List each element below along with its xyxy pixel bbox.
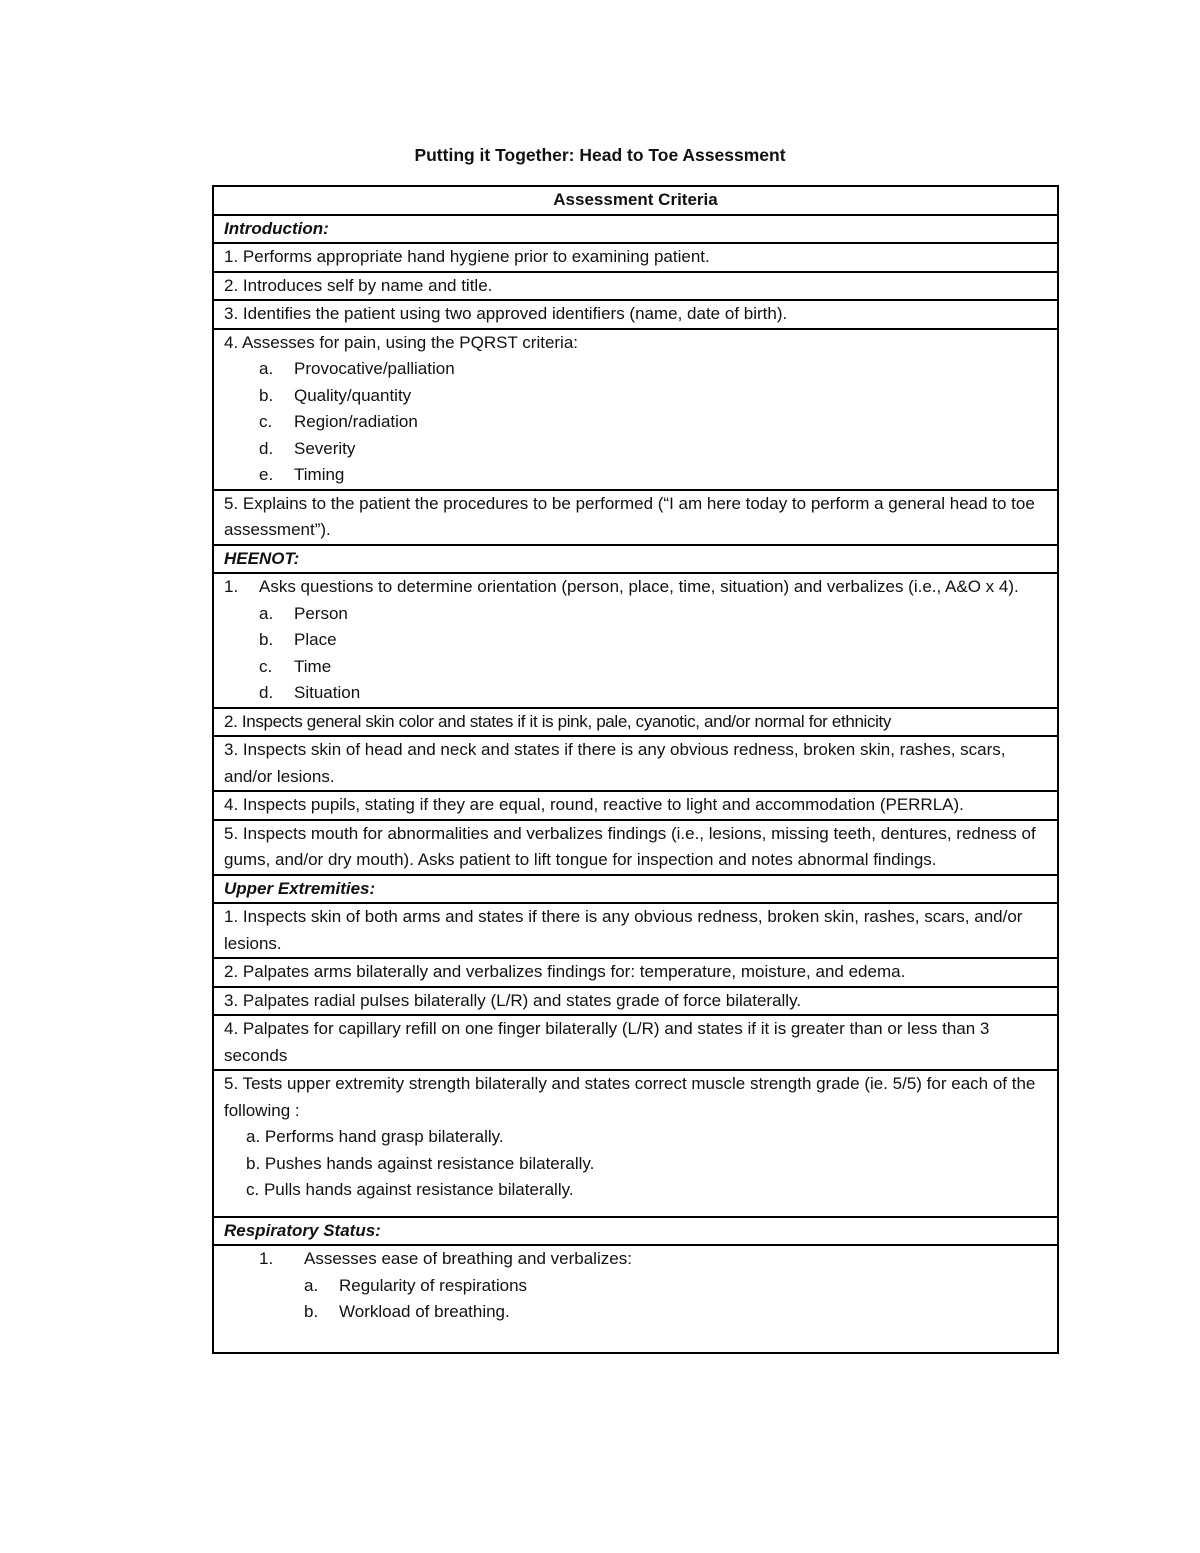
list-marker: b. xyxy=(259,630,274,649)
table-row xyxy=(213,490,1058,545)
section-row-introduction xyxy=(213,215,1058,244)
list-marker: d. xyxy=(259,683,274,702)
cell-spacer xyxy=(224,1326,1047,1352)
table-row xyxy=(213,272,1058,301)
table-row xyxy=(213,300,1058,329)
section-heading-respiratory: Respiratory Status: xyxy=(213,1217,1058,1246)
list-item: a. Performs hand grasp bilaterally. xyxy=(246,1127,504,1146)
list-item xyxy=(224,1299,1047,1326)
section-row-heenot xyxy=(213,545,1058,574)
list-item xyxy=(224,436,1047,463)
list-marker: e. xyxy=(259,465,274,484)
table-row xyxy=(213,573,1058,708)
criteria-item-text: 5. Tests upper extremity strength bilaterally and states correct muscle strength grade (ie. 5/5) for each of the following : xyxy=(224,1074,1036,1120)
criteria-item-upper-3: 3. Palpates radial pulses bilaterally (L/R) and states grade of force bilaterally. xyxy=(213,987,1058,1016)
list-marker: a. xyxy=(304,1275,319,1295)
list-item: b. Pushes hands against resistance bilaterally. xyxy=(246,1153,595,1173)
list-marker: b. xyxy=(259,385,274,405)
criteria-item-upper-1: 1. Inspects skin of both arms and states if there is any obvious redness, broken skin, rashes, scars, and/or lesions. xyxy=(213,903,1058,958)
list-item: c. Pulls hands against resistance bilaterally. xyxy=(246,1180,574,1199)
table-row xyxy=(213,958,1058,987)
criteria-item-intro-2: 2. Introduces self by name and title. xyxy=(213,272,1058,301)
table-header-cell: Assessment Criteria xyxy=(213,186,1058,215)
criteria-item-heenot-1 xyxy=(213,573,1058,708)
cell-spacer xyxy=(224,1204,1047,1216)
list-item xyxy=(224,356,1047,383)
list-item-text: Region/radiation xyxy=(294,412,418,431)
table-row xyxy=(213,791,1058,820)
list-item-text: Workload of breathing. xyxy=(339,1302,510,1321)
table-row xyxy=(213,1015,1058,1070)
list-item xyxy=(224,409,1047,436)
list-item xyxy=(224,654,1047,681)
section-heading-heenot: HEENOT: xyxy=(213,545,1058,574)
list-item xyxy=(224,1246,1047,1273)
table-row xyxy=(213,820,1058,875)
assessment-criteria-table xyxy=(212,185,1059,1354)
list-item xyxy=(224,627,1047,654)
list-item-text: Time xyxy=(294,656,332,676)
criteria-item-intro-5: 5. Explains to the patient the procedures to be performed (“I am here today to perform a general head to toe assessment”). xyxy=(213,490,1058,545)
list-item-text: Regularity of respirations xyxy=(339,1275,528,1295)
table-row xyxy=(213,736,1058,791)
criteria-item-text: 4. Assesses for pain, using the PQRST criteria: xyxy=(224,332,579,352)
list-item-text: Severity xyxy=(294,438,356,458)
list-marker: 1. xyxy=(224,577,239,596)
table-row xyxy=(213,987,1058,1016)
criteria-item-intro-3: 3. Identifies the patient using two approved identifiers (name, date of birth). xyxy=(213,300,1058,329)
section-row-respiratory xyxy=(213,1217,1058,1246)
criteria-item-heenot-4: 4. Inspects pupils, stating if they are equal, round, reactive to light and accommodation (PERRLA). xyxy=(213,791,1058,820)
criteria-item-heenot-5: 5. Inspects mouth for abnormalities and verbalizes findings (i.e., lesions, missing teeth, dentures, redness of gums, and/or dry mouth). Asks patient to lift tongue for inspection and notes abnormal findings. xyxy=(213,820,1058,875)
criteria-item-upper-5 xyxy=(213,1070,1058,1217)
list-marker: b. xyxy=(304,1302,319,1321)
list-marker: a. xyxy=(259,359,274,378)
list-marker: d. xyxy=(259,438,274,458)
table-row xyxy=(213,329,1058,490)
list-marker: 1. xyxy=(259,1249,274,1268)
criteria-item-intro-4 xyxy=(213,329,1058,490)
table-header-row xyxy=(213,186,1058,215)
section-row-upper-extremities xyxy=(213,875,1058,904)
criteria-item-intro-1: 1. Performs appropriate hand hygiene prior to examining patient. xyxy=(213,243,1058,272)
table-row xyxy=(213,708,1058,737)
list-marker: c. xyxy=(259,656,273,676)
criteria-item-heenot-2: 2. Inspects general skin color and states if it is pink, pale, cyanotic, and/or normal for ethnicity xyxy=(213,708,1058,737)
list-item xyxy=(224,383,1047,410)
list-marker: a. xyxy=(259,603,274,623)
list-item-text: Place xyxy=(294,630,337,649)
list-item-text: Provocative/palliation xyxy=(294,359,455,378)
list-item-text: Situation xyxy=(294,683,361,702)
criteria-item-text xyxy=(224,574,1047,601)
table-row xyxy=(213,243,1058,272)
list-item xyxy=(224,462,1047,489)
table-row xyxy=(213,1070,1058,1217)
table-row xyxy=(213,1245,1058,1353)
list-marker: c. xyxy=(259,412,273,431)
section-heading-introduction: Introduction: xyxy=(213,215,1058,244)
criteria-item-heenot-3: 3. Inspects skin of head and neck and states if there is any obvious redness, broken skin, rashes, scars, and/or lesions. xyxy=(213,736,1058,791)
list-item xyxy=(224,601,1047,628)
list-item-text: Person xyxy=(294,603,348,623)
list-item-text: Assesses ease of breathing and verbalizes: xyxy=(304,1249,632,1268)
section-heading-upper-extremities: Upper Extremities: xyxy=(213,875,1058,904)
table-row xyxy=(213,903,1058,958)
list-item xyxy=(224,1273,1047,1300)
list-item-text: Timing xyxy=(294,465,345,484)
criteria-item-upper-4: 4. Palpates for capillary refill on one finger bilaterally (L/R) and states if it is greater than or less than 3 seconds xyxy=(213,1015,1058,1070)
criteria-item-respiratory-1 xyxy=(213,1245,1058,1353)
list-item-text: Asks questions to determine orientation (person, place, time, situation) and verbalizes (i.e., A&O x 4). xyxy=(259,577,1019,596)
list-item-text: Quality/quantity xyxy=(294,385,412,405)
list-item xyxy=(224,680,1047,707)
page-title: Putting it Together: Head to Toe Assessment xyxy=(414,145,786,165)
criteria-item-upper-2: 2. Palpates arms bilaterally and verbalizes findings for: temperature, moisture, and edema. xyxy=(213,958,1058,987)
